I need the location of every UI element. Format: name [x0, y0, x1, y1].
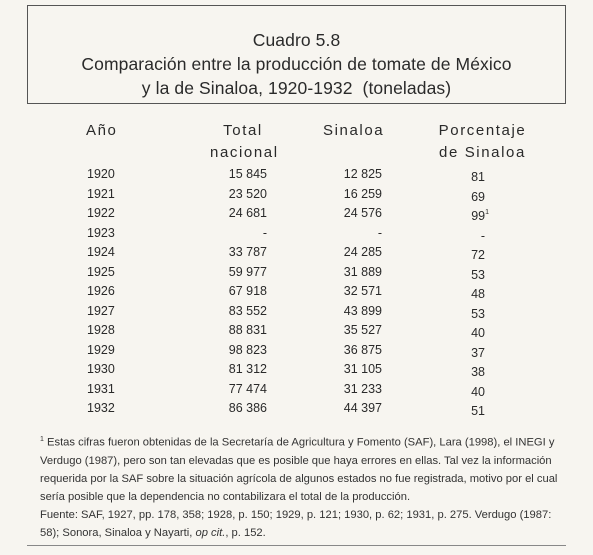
cell-year: 1922 [87, 206, 115, 220]
cell-sinaloa: 35 527 [343, 323, 382, 337]
cell-total: 33 787 [228, 245, 267, 259]
table-body [0, 165, 593, 419]
cell-total: 77 474 [228, 381, 267, 396]
table-number: Cuadro 5.8 [252, 30, 341, 50]
table-title-box [27, 5, 566, 104]
cell-sinaloa: 32 571 [343, 284, 382, 298]
table-row [0, 165, 593, 185]
cell-percentage: 51 [471, 404, 485, 419]
table-title-line-1: Comparación entre la producción de tomate de México [81, 54, 512, 74]
table-title-line-2 [28, 76, 565, 100]
cell-percentage: 37 [471, 345, 485, 360]
table-row [0, 263, 593, 283]
cell-total: 24 681 [228, 206, 267, 220]
cell-total: - [262, 225, 267, 240]
cell-sinaloa: 12 825 [343, 167, 382, 181]
table-row [0, 380, 593, 400]
cell-year: 1925 [87, 264, 115, 279]
cell-sinaloa: 31 889 [343, 264, 382, 279]
cell-sinaloa: 36 875 [343, 342, 382, 357]
cell-sinaloa: 24 285 [343, 245, 382, 259]
cell-total: 23 520 [228, 186, 267, 201]
cell-sinaloa: 43 899 [343, 303, 382, 318]
cell-percentage: 40 [471, 326, 485, 341]
cell-percentage: 53 [471, 306, 485, 321]
cell-percentage: - [480, 228, 485, 243]
table-row [0, 185, 593, 205]
table-title-unit: (toneladas) [362, 78, 452, 98]
table-title-period: y la de Sinaloa, 1920-1932 [141, 78, 353, 98]
table-row [0, 341, 593, 361]
cell-year: 1927 [87, 303, 115, 318]
cell-percentage: 48 [471, 287, 485, 302]
cell-percentage: 81 [471, 170, 485, 185]
cell-total: 59 977 [228, 264, 267, 279]
cell-percentage: 53 [471, 267, 485, 282]
cell-percentage: 38 [471, 365, 485, 380]
cell-year: 1921 [87, 186, 115, 201]
cell-percentage: 72 [471, 248, 485, 263]
footnote-marker: 1 [485, 209, 489, 216]
table-row [0, 302, 593, 322]
cell-total: 15 845 [228, 167, 267, 181]
cell-year: 1930 [87, 362, 115, 376]
column-header-percentage [434, 120, 531, 164]
cell-year: 1928 [87, 323, 115, 337]
cell-year: 1920 [87, 167, 115, 181]
column-header-total-line-1: Total [223, 122, 263, 139]
table-row [0, 243, 593, 263]
column-header-percentage-line-1: Porcentaje [438, 122, 527, 139]
cell-sinaloa: 16 259 [343, 186, 382, 201]
column-header-total [210, 120, 279, 164]
column-header-total-line-2: nacional [210, 144, 279, 161]
source-note: Fuente: SAF, 1927, pp. 178, 358; 1928, p. 150; 1929, p. 121; 1930, p. 62; 1931, p. 275. Verdugo (1987: 58); Sonora, Sinaloa y Nayarti, op cit., p. 152. [40, 508, 552, 539]
cell-sinaloa: 31 105 [343, 362, 382, 376]
cell-percentage: 69 [471, 189, 485, 204]
cell-total: 67 918 [228, 284, 267, 298]
table-footnote [40, 431, 560, 542]
cell-percentage: 40 [471, 384, 485, 399]
cell-total: 88 831 [228, 323, 267, 337]
bottom-rule [27, 545, 566, 546]
cell-sinaloa: - [377, 225, 382, 240]
column-header-sinaloa: Sinaloa [323, 122, 385, 139]
table-row [0, 204, 593, 224]
footnote-marker: 1 [40, 436, 44, 443]
cell-year: 1923 [87, 225, 115, 240]
table-row [0, 360, 593, 380]
cell-sinaloa: 31 233 [343, 381, 382, 396]
table-row [0, 224, 593, 244]
cell-sinaloa: 24 576 [343, 206, 382, 220]
cell-total: 81 312 [228, 362, 267, 376]
cell-sinaloa: 44 397 [343, 401, 382, 415]
table-row [0, 282, 593, 302]
cell-year: 1926 [87, 284, 115, 298]
cell-total: 83 552 [228, 303, 267, 318]
table-row [0, 399, 593, 419]
cell-total: 86 386 [228, 401, 267, 415]
column-header-percentage-line-2: de Sinaloa [439, 144, 526, 161]
footnote-text: $^1$ Estas cifras fueron obtenidas de la Secretaría de Agricultura y Fomento (SAF), Lara (1998), el INEGI y Verdugo (1987), pero son tan elevadas que es posible que haya errores en ellas. Tal vez la información requerida por la SAF sobre la situación agrícola de algunos estados no fue registrada, motivo por el cual sería posible que la dependencia no contabilizara el total de la producción. [40, 436, 558, 503]
cell-total: 98 823 [228, 342, 267, 357]
cell-year: 1924 [87, 245, 115, 259]
cell-year: 1929 [87, 342, 115, 357]
cell-percentage: $99^1$ [471, 209, 489, 224]
table-row [0, 321, 593, 341]
cell-year: 1931 [87, 381, 115, 396]
column-header-year: Año [86, 122, 118, 139]
cell-year: 1932 [87, 401, 115, 415]
